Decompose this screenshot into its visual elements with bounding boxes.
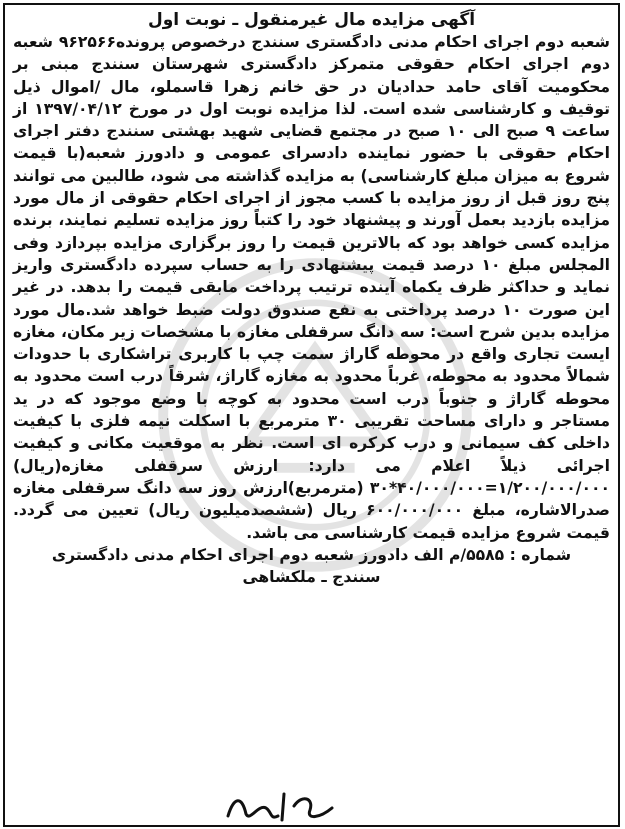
notice-footer [5,544,618,589]
notice-title: آگهی مزایده مال غیرمنقول ـ نوبت اول [147,10,476,30]
reference-line: شماره : ۵۵۸۵/م الف دادورز شعبه دوم اجرای احکام مدنی دادگستری [51,545,572,564]
notice-frame [3,3,620,827]
signer-name: سنندج ـ ملکشاهی [242,568,381,587]
notice-body: شعبه دوم اجرای احکام مدنی دادگستری سنندج درخصوص پرونده۹۶۲۵۶۶ شعبه دوم اجرای احکام حقوقی متمرکز دادگستری شهرستان سنندج مبنی بر محکومیت آقای حامد حدادیان در حق خانم زهرا قاسملو، مال /اموال ذیل توقیف و کارشناسی شده است. لذا مزایده نوبت اول در مورخ ۱۳۹۷/۰۴/۱۲ از ساعت ۹ صبح الی ۱۰ صبح در مجتمع قضایی شهید بهشتی سنندج دفتر اجرای احکام حقوقی با حضور نماینده دادسرای عمومی و دادورز شعبه(با قیمت شروع به میزان مبلغ کارشناسی) به مزایده گذاشته می شود، طالبین می توانند پنج روز قبل از روز مزایده با کسب مجوز از اجرای احکام حقوقی از مال مورد مزایده بازدید بعمل آورند و پیشنهاد خود را کتباً روز مزایده تسلیم نمایند، برنده مزایده کسی خواهد بود که بالاترین قیمت را روز برگزاری مزایده بپردازد وفی المجلس مبلغ ۱۰ درصد قیمت پیشنهادی را به حساب سپرده دادگستری واریز نماید و حداکثر ظرف یکماه آینده ترتیب پرداخت مابقی قیمت را بدهد. در غیر این صورت ۱۰ درصد پرداختی به نفع صندوق دولت ضبط خواهد شد.مال مورد مزایده بدین شرح است: سه دانگ سرقفلی مغازه با مشخصات زیر مکان، مغازه ایست تجاری واقع در محوطه گاراژ سمت چپ با کاربری تراشکاری با حدودات شمالاً محدود به محوطه، غرباً محدود به مغازه گاراژ، شرقاً درب است محدود به محوطه گاراژ و جنوباً درب است محدود به کوچه با وضع موجود که در ید مستاجر و دارای مساحت تقریبی ۳۰ مترمربع با اسکلت نیمه فلزی با کیفیت داخلی کف سیمانی و درب کرکره ای است. نظر به موقعیت مکانی و کیفیت اجرائی ذیلاً اعلام می دارد: ارزش سرقفلی مغازه(ریال) ۱/۲۰۰/۰۰۰/۰۰۰=۴۰/۰۰۰/۰۰۰*۳۰ (مترمربع)ارزش روز سه دانگ سرقفلی مغازه صدرالاشاره، مبلغ ۶۰۰/۰۰۰/۰۰۰ ریال (ششصدمیلیون ریال) تعیین می گردد. قیمت شروع مزایده قیمت کارشناسی می باشد. [13,33,611,542]
handwritten-signature-icon [220,786,340,826]
